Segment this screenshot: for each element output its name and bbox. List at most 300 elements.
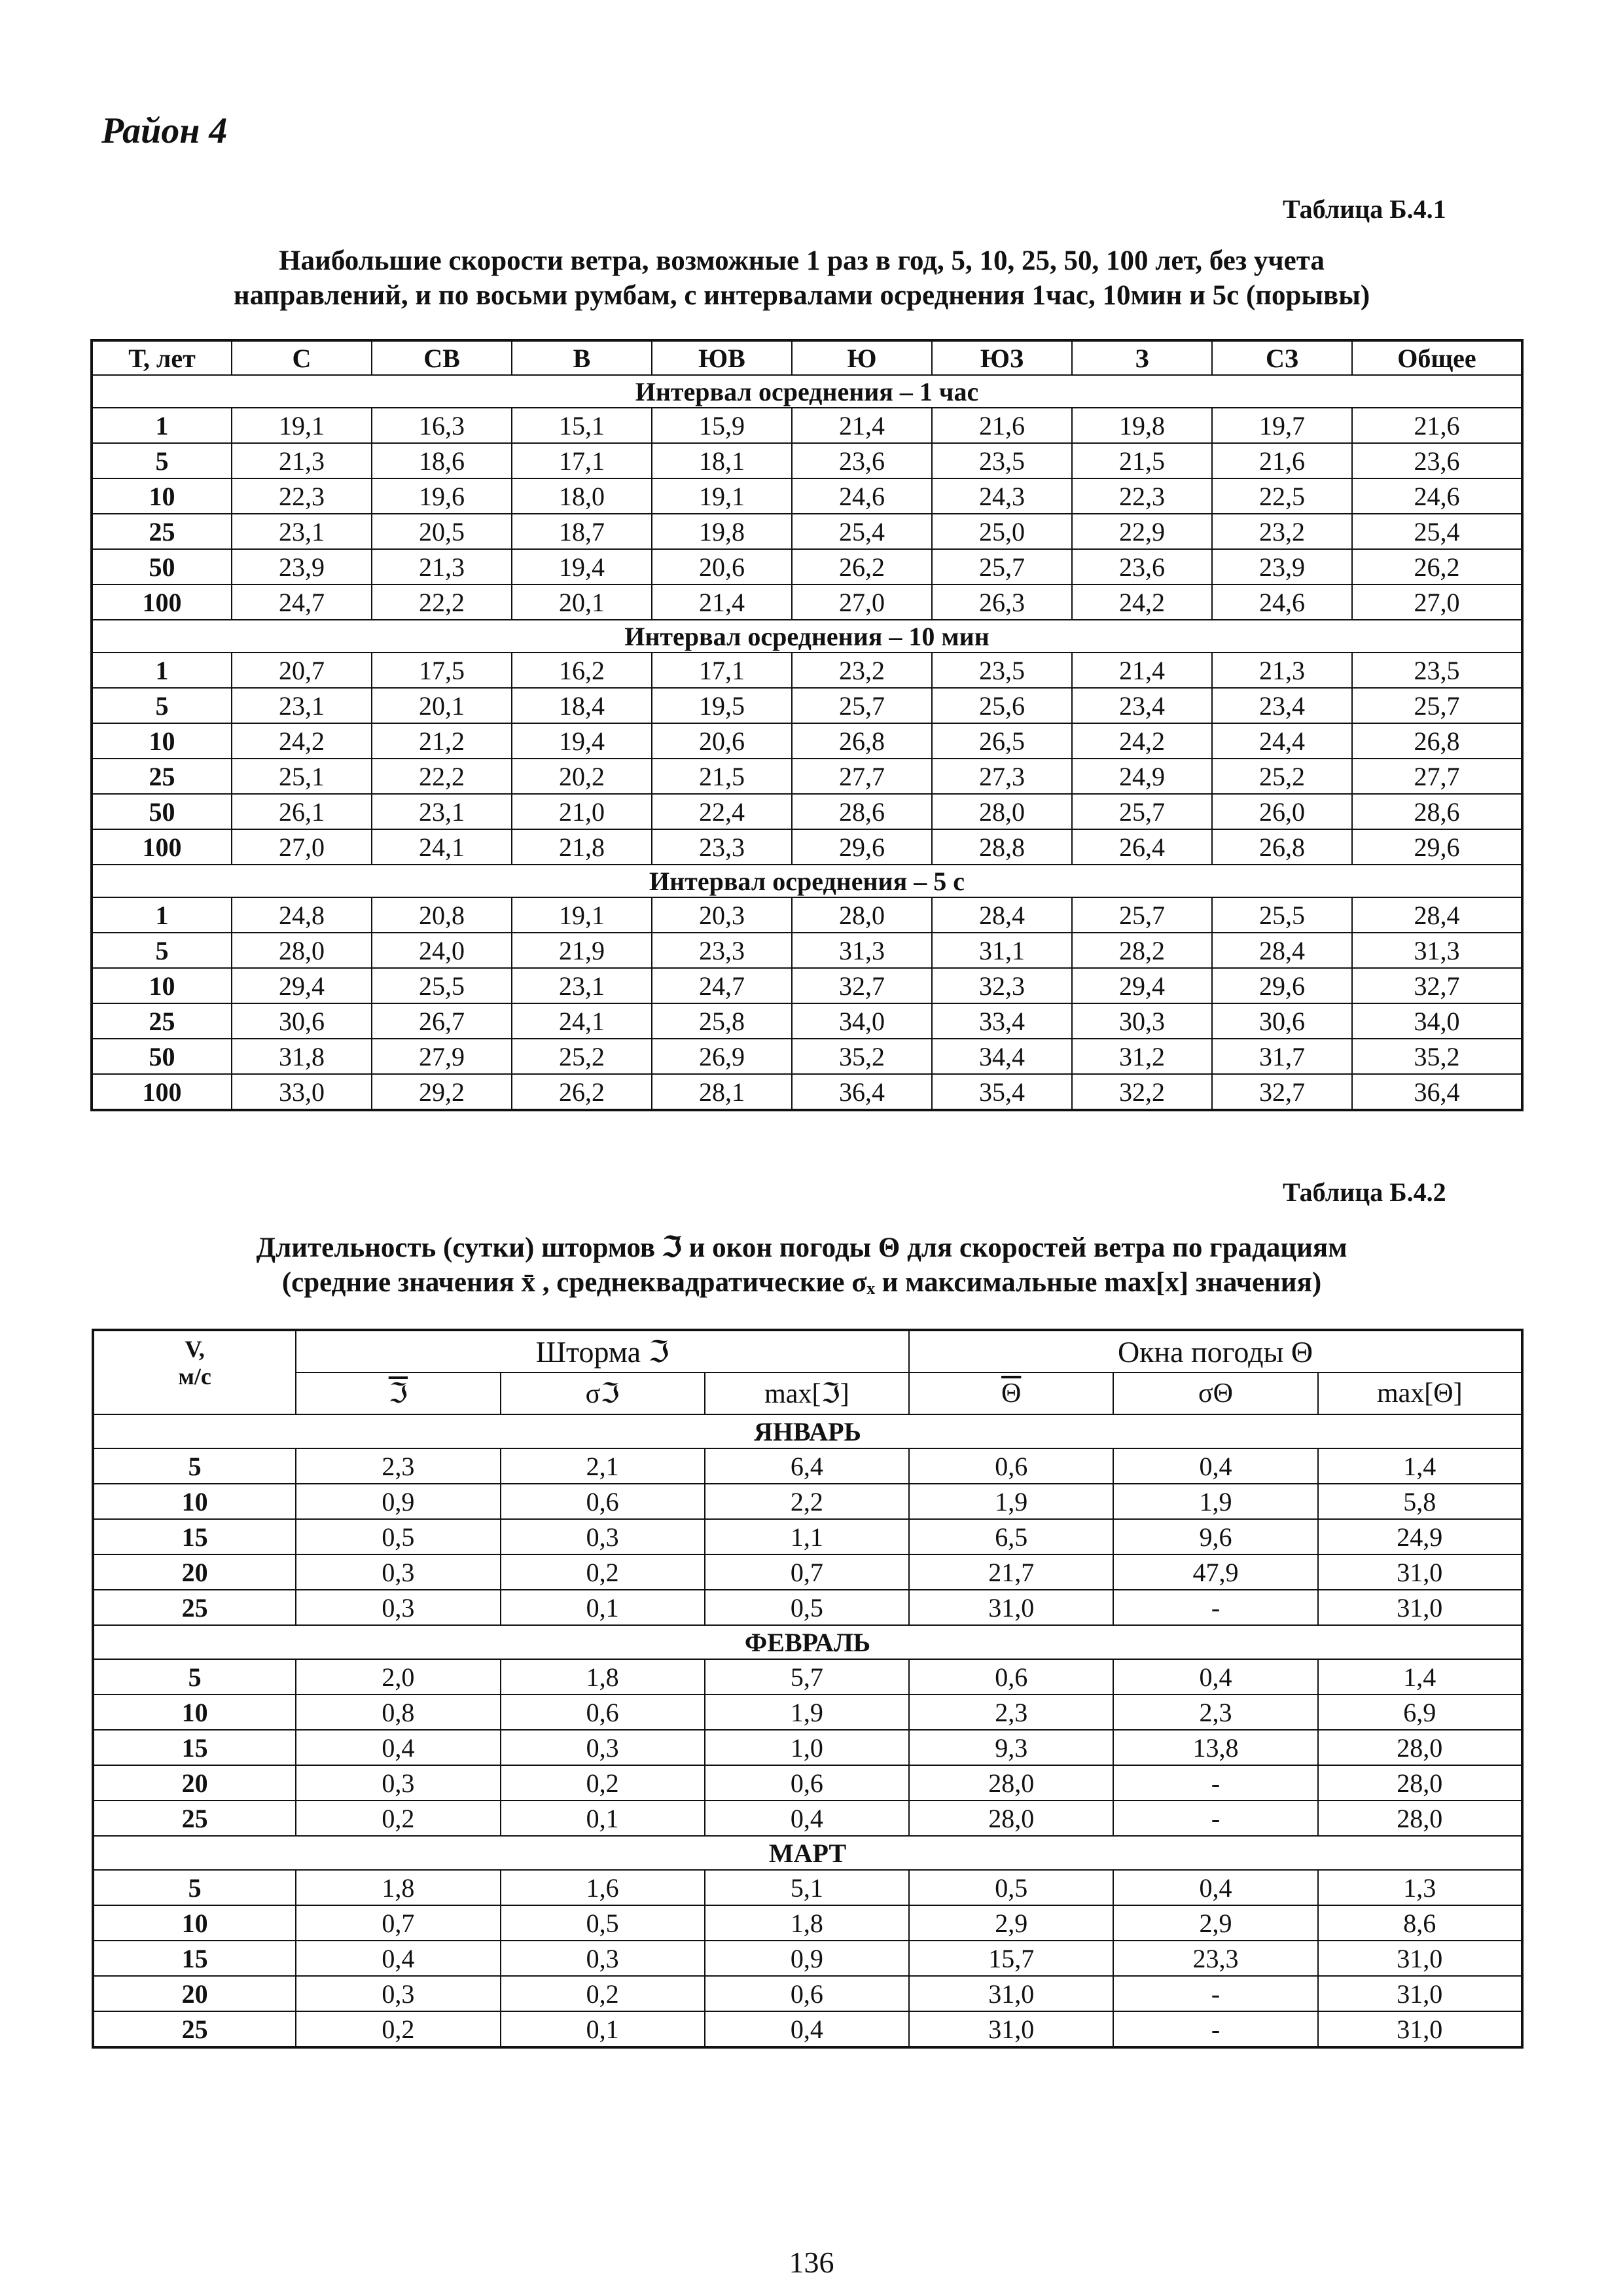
duration-cell: 0,6 — [501, 1695, 705, 1730]
return-period-cell: 50 — [92, 794, 232, 829]
wind-speed-cell: 24,6 — [792, 478, 932, 514]
wind-speed-cell: 25,4 — [1352, 514, 1522, 549]
table2-label: Таблица Б.4.2 — [1283, 1177, 1446, 1207]
wind-speed-cell: 15,1 — [512, 408, 652, 443]
duration-cell: 0,3 — [501, 1941, 705, 1976]
table1-column-header: ЮВ — [652, 340, 792, 375]
wind-speed-cell: 23,9 — [232, 549, 372, 584]
wind-speed-cell: 21,5 — [652, 759, 792, 794]
wind-speed-cell: 25,7 — [1072, 794, 1212, 829]
wind-speed-cell: 29,4 — [1072, 968, 1212, 1003]
wind-speed-cell: 35,4 — [932, 1074, 1072, 1110]
duration-cell: 0,5 — [705, 1590, 909, 1625]
wind-speed-cell: 19,1 — [652, 478, 792, 514]
wind-speed-gradation-cell: 20 — [93, 1554, 296, 1590]
wind-speed-cell: 25,7 — [792, 688, 932, 723]
table2-row — [93, 1659, 1522, 1695]
wind-speed-cell: 25,7 — [932, 549, 1072, 584]
table2-row — [93, 1590, 1522, 1625]
wind-speed-cell: 16,3 — [372, 408, 512, 443]
region-title: Район 4 — [101, 111, 228, 151]
wind-speed-cell: 32,3 — [932, 968, 1072, 1003]
duration-cell: 0,8 — [296, 1695, 500, 1730]
duration-cell: 21,7 — [909, 1554, 1113, 1590]
wind-speed-cell: 27,9 — [372, 1039, 512, 1074]
duration-cell: 28,0 — [909, 1801, 1113, 1836]
wind-speed-cell: 25,8 — [652, 1003, 792, 1039]
wind-speed-cell: 19,1 — [512, 897, 652, 933]
table2-month-title: ФЕВРАЛЬ — [93, 1625, 1522, 1659]
wind-speed-cell: 24,0 — [372, 933, 512, 968]
wind-speed-cell: 23,6 — [1072, 549, 1212, 584]
wind-speed-cell: 24,9 — [1072, 759, 1212, 794]
duration-cell: 0,1 — [501, 1590, 705, 1625]
table2-row — [93, 1941, 1522, 1976]
duration-cell: 28,0 — [909, 1765, 1113, 1801]
wind-speed-cell: 28,4 — [932, 897, 1072, 933]
wind-speed-gradation-cell: 25 — [93, 2011, 296, 2047]
wind-speed-cell: 21,3 — [372, 549, 512, 584]
wind-speed-cell: 23,2 — [1212, 514, 1352, 549]
table1-column-header: В — [512, 340, 652, 375]
wind-speed-cell: 29,6 — [792, 829, 932, 865]
table1-header-row — [92, 340, 1522, 375]
wind-speed-cell: 22,2 — [372, 759, 512, 794]
wind-speed-cell: 19,4 — [512, 549, 652, 584]
duration-cell: - — [1113, 2011, 1317, 2047]
speed-header — [93, 1330, 296, 1414]
wind-speed-cell: 32,7 — [792, 968, 932, 1003]
wind-speed-cell: 22,4 — [652, 794, 792, 829]
wind-speed-cell: 26,7 — [372, 1003, 512, 1039]
duration-cell: 1,8 — [296, 1870, 500, 1905]
duration-cell: 2,3 — [1113, 1695, 1317, 1730]
duration-cell: 0,3 — [501, 1519, 705, 1554]
table2-row — [93, 1695, 1522, 1730]
table1-column-header: Т, лет — [92, 340, 232, 375]
wind-speed-cell: 27,7 — [792, 759, 932, 794]
table1-row — [92, 723, 1522, 759]
table1-column-header: З — [1072, 340, 1212, 375]
duration-cell: 47,9 — [1113, 1554, 1317, 1590]
wind-speed-cell: 20,2 — [512, 759, 652, 794]
wind-speed-cell: 24,4 — [1212, 723, 1352, 759]
wind-speed-cell: 34,0 — [1352, 1003, 1522, 1039]
wind-speed-cell: 26,8 — [1352, 723, 1522, 759]
duration-cell: 1,3 — [1318, 1870, 1522, 1905]
wind-speed-cell: 20,5 — [372, 514, 512, 549]
wind-speed-gradation-cell: 10 — [93, 1905, 296, 1941]
wind-speed-cell: 24,2 — [232, 723, 372, 759]
table2-row — [93, 1554, 1522, 1590]
wind-speed-gradation-cell: 5 — [93, 1659, 296, 1695]
return-period-cell: 100 — [92, 1074, 232, 1110]
duration-cell: 2,0 — [296, 1659, 500, 1695]
wind-speed-gradation-cell: 5 — [93, 1870, 296, 1905]
table1-section-row — [92, 620, 1522, 653]
duration-cell: 0,3 — [501, 1730, 705, 1765]
duration-cell: 0,5 — [501, 1905, 705, 1941]
wind-speed-cell: 24,3 — [932, 478, 1072, 514]
duration-cell: - — [1113, 1590, 1317, 1625]
wind-speed-cell: 34,0 — [792, 1003, 932, 1039]
duration-cell: 0,1 — [501, 1801, 705, 1836]
duration-cell: 31,0 — [909, 1976, 1113, 2011]
return-period-cell: 10 — [92, 478, 232, 514]
wind-speed-cell: 23,9 — [1212, 549, 1352, 584]
wind-speed-cell: 25,2 — [512, 1039, 652, 1074]
wind-speed-cell: 26,5 — [932, 723, 1072, 759]
duration-cell: 0,2 — [501, 1976, 705, 2011]
table1-row — [92, 829, 1522, 865]
table1-row — [92, 897, 1522, 933]
wind-speed-cell: 29,6 — [1212, 968, 1352, 1003]
wind-speed-cell: 27,0 — [1352, 584, 1522, 620]
duration-cell: 1,0 — [705, 1730, 909, 1765]
table2-month-title: ЯНВАРЬ — [93, 1414, 1522, 1448]
wind-speed-cell: 23,5 — [1352, 653, 1522, 688]
wind-speed-cell: 28,0 — [232, 933, 372, 968]
wind-speed-cell: 31,8 — [232, 1039, 372, 1074]
duration-cell: 0,6 — [909, 1448, 1113, 1484]
wind-speed-gradation-cell: 15 — [93, 1941, 296, 1976]
table1-column-header: СВ — [372, 340, 512, 375]
wind-speed-cell: 31,2 — [1072, 1039, 1212, 1074]
duration-cell: 0,7 — [705, 1554, 909, 1590]
table2-row — [93, 1905, 1522, 1941]
duration-cell: 2,2 — [705, 1484, 909, 1519]
wind-speed-cell: 20,6 — [652, 549, 792, 584]
wind-speed-cell: 26,2 — [512, 1074, 652, 1110]
wind-speed-cell: 23,3 — [652, 933, 792, 968]
duration-cell: 1,9 — [1113, 1484, 1317, 1519]
wind-speed-cell: 30,3 — [1072, 1003, 1212, 1039]
wind-speed-cell: 16,2 — [512, 653, 652, 688]
wind-speed-cell: 19,8 — [652, 514, 792, 549]
table1-row — [92, 408, 1522, 443]
duration-cell: 28,0 — [1318, 1765, 1522, 1801]
wind-speed-cell: 31,1 — [932, 933, 1072, 968]
wind-speed-cell: 28,1 — [652, 1074, 792, 1110]
duration-cell: 0,2 — [296, 2011, 500, 2047]
duration-cell: 2,3 — [909, 1695, 1113, 1730]
table1-row — [92, 653, 1522, 688]
wind-speed-cell: 18,1 — [652, 443, 792, 478]
duration-cell: - — [1113, 1976, 1317, 2011]
wind-speed-cell: 21,6 — [1352, 408, 1522, 443]
table2-subheader-row — [93, 1372, 1522, 1414]
wind-speed-table — [90, 339, 1524, 1111]
wind-speed-cell: 25,5 — [372, 968, 512, 1003]
duration-cell: 1,8 — [705, 1905, 909, 1941]
table1-section-title: Интервал осреднения – 10 мин — [92, 620, 1522, 653]
wind-speed-cell: 32,7 — [1212, 1074, 1352, 1110]
table2-group-header-row — [93, 1330, 1522, 1372]
wind-speed-cell: 22,9 — [1072, 514, 1212, 549]
duration-cell: 0,6 — [501, 1484, 705, 1519]
return-period-cell: 25 — [92, 759, 232, 794]
wind-speed-cell: 24,6 — [1352, 478, 1522, 514]
wind-speed-cell: 26,1 — [232, 794, 372, 829]
wind-speed-cell: 23,5 — [932, 653, 1072, 688]
duration-cell: 31,0 — [909, 1590, 1113, 1625]
storms-group-header: Шторма ℑ — [296, 1330, 909, 1372]
duration-cell: 1,4 — [1318, 1659, 1522, 1695]
table1-row — [92, 549, 1522, 584]
table1-label: Таблица Б.4.1 — [1283, 194, 1446, 224]
table1-row — [92, 443, 1522, 478]
wind-speed-cell: 27,0 — [232, 829, 372, 865]
table2-row — [93, 2011, 1522, 2047]
table1-row — [92, 1003, 1522, 1039]
wind-speed-cell: 35,2 — [1352, 1039, 1522, 1074]
duration-cell: 6,4 — [705, 1448, 909, 1484]
wind-speed-cell: 31,7 — [1212, 1039, 1352, 1074]
duration-cell: 0,4 — [1113, 1659, 1317, 1695]
table1-row — [92, 933, 1522, 968]
wind-speed-cell: 18,0 — [512, 478, 652, 514]
duration-cell: 0,4 — [1113, 1870, 1317, 1905]
duration-cell: 0,9 — [705, 1941, 909, 1976]
wind-speed-cell: 29,4 — [232, 968, 372, 1003]
table2-row — [93, 1976, 1522, 2011]
wind-speed-cell: 22,3 — [1072, 478, 1212, 514]
duration-cell: 0,9 — [296, 1484, 500, 1519]
wind-speed-cell: 26,9 — [652, 1039, 792, 1074]
wind-speed-cell: 18,4 — [512, 688, 652, 723]
duration-cell: 28,0 — [1318, 1801, 1522, 1836]
duration-cell: 5,7 — [705, 1659, 909, 1695]
speed-header-line2: м/с — [178, 1363, 211, 1390]
duration-cell: 31,0 — [1318, 1554, 1522, 1590]
wind-speed-cell: 28,4 — [1212, 933, 1352, 968]
return-period-cell: 5 — [92, 443, 232, 478]
wind-speed-cell: 22,5 — [1212, 478, 1352, 514]
wind-speed-cell: 20,3 — [652, 897, 792, 933]
duration-cell: 0,3 — [296, 1554, 500, 1590]
wind-speed-gradation-cell: 15 — [93, 1519, 296, 1554]
return-period-cell: 5 — [92, 933, 232, 968]
duration-cell: 31,0 — [1318, 1590, 1522, 1625]
wind-speed-cell: 23,1 — [372, 794, 512, 829]
table1-body — [92, 375, 1522, 1110]
duration-cell: 15,7 — [909, 1941, 1113, 1976]
wind-speed-cell: 24,2 — [1072, 723, 1212, 759]
wind-speed-cell: 26,3 — [932, 584, 1072, 620]
table1-column-header: С — [232, 340, 372, 375]
table2-month-row — [93, 1414, 1522, 1448]
table2-subheader: ℑ — [296, 1372, 500, 1414]
table2-subheader: max[Θ] — [1318, 1372, 1522, 1414]
duration-cell: 0,2 — [296, 1801, 500, 1836]
duration-cell: 9,3 — [909, 1730, 1113, 1765]
table1-caption — [98, 243, 1505, 313]
duration-cell: 28,0 — [1318, 1730, 1522, 1765]
table2-subheader: max[ℑ] — [705, 1372, 909, 1414]
table2-row — [93, 1448, 1522, 1484]
wind-speed-cell: 21,3 — [1212, 653, 1352, 688]
table2-caption-line2: (средние значения x̄ , среднеквадратические σₓ и максимальные max[x] значения) — [281, 1267, 1322, 1298]
wind-speed-cell: 21,0 — [512, 794, 652, 829]
wind-speed-cell: 24,1 — [372, 829, 512, 865]
wind-speed-cell: 27,0 — [792, 584, 932, 620]
wind-speed-cell: 21,4 — [652, 584, 792, 620]
wind-speed-cell: 28,4 — [1352, 897, 1522, 933]
duration-cell: 1,4 — [1318, 1448, 1522, 1484]
table2-month-row — [93, 1836, 1522, 1870]
duration-cell: 31,0 — [909, 2011, 1113, 2047]
wind-speed-cell: 33,0 — [232, 1074, 372, 1110]
duration-cell: 13,8 — [1113, 1730, 1317, 1765]
duration-cell: 6,5 — [909, 1519, 1113, 1554]
table1-column-header: Общее — [1352, 340, 1522, 375]
wind-speed-cell: 21,9 — [512, 933, 652, 968]
duration-cell: 0,4 — [296, 1730, 500, 1765]
wind-speed-cell: 21,4 — [792, 408, 932, 443]
duration-cell: 6,9 — [1318, 1695, 1522, 1730]
return-period-cell: 1 — [92, 653, 232, 688]
wind-speed-cell: 31,3 — [1352, 933, 1522, 968]
wind-speed-cell: 24,7 — [232, 584, 372, 620]
speed-header-line1: V, — [185, 1336, 205, 1362]
return-period-cell: 25 — [92, 514, 232, 549]
wind-speed-cell: 21,3 — [232, 443, 372, 478]
duration-cell: 5,1 — [705, 1870, 909, 1905]
wind-speed-gradation-cell: 20 — [93, 1976, 296, 2011]
wind-speed-cell: 15,9 — [652, 408, 792, 443]
wind-speed-cell: 18,6 — [372, 443, 512, 478]
wind-speed-cell: 22,2 — [372, 584, 512, 620]
wind-speed-cell: 23,1 — [512, 968, 652, 1003]
table1-section-row — [92, 865, 1522, 897]
duration-cell: 31,0 — [1318, 2011, 1522, 2047]
wind-speed-cell: 29,6 — [1352, 829, 1522, 865]
table1-column-header: СЗ — [1212, 340, 1352, 375]
duration-cell: 8,6 — [1318, 1905, 1522, 1941]
duration-cell: 0,3 — [296, 1976, 500, 2011]
wind-speed-cell: 26,2 — [1352, 549, 1522, 584]
wind-speed-cell: 24,8 — [232, 897, 372, 933]
wind-speed-gradation-cell: 10 — [93, 1695, 296, 1730]
wind-speed-cell: 30,6 — [1212, 1003, 1352, 1039]
wind-speed-cell: 26,8 — [792, 723, 932, 759]
table2-row — [93, 1765, 1522, 1801]
wind-speed-cell: 28,2 — [1072, 933, 1212, 968]
wind-speed-cell: 27,7 — [1352, 759, 1522, 794]
wind-speed-cell: 29,2 — [372, 1074, 512, 1110]
table2-body — [93, 1414, 1522, 2047]
table1-row — [92, 759, 1522, 794]
duration-cell: 9,6 — [1113, 1519, 1317, 1554]
table2-month-title: МАРТ — [93, 1836, 1522, 1870]
wind-speed-cell: 23,4 — [1072, 688, 1212, 723]
wind-speed-cell: 21,2 — [372, 723, 512, 759]
table1-section-title: Интервал осреднения – 5 с — [92, 865, 1522, 897]
wind-speed-cell: 34,4 — [932, 1039, 1072, 1074]
wind-speed-cell: 19,6 — [372, 478, 512, 514]
duration-cell: 24,9 — [1318, 1519, 1522, 1554]
wind-speed-cell: 18,7 — [512, 514, 652, 549]
wind-speed-cell: 19,8 — [1072, 408, 1212, 443]
wind-speed-cell: 25,2 — [1212, 759, 1352, 794]
wind-speed-cell: 36,4 — [792, 1074, 932, 1110]
table2-subheader: $\overline{\Theta}$ — [909, 1372, 1113, 1414]
wind-speed-cell: 32,7 — [1352, 968, 1522, 1003]
wind-speed-cell: 25,7 — [1072, 897, 1212, 933]
table1-column-header: ЮЗ — [932, 340, 1072, 375]
duration-cell: 23,3 — [1113, 1941, 1317, 1976]
duration-cell: 0,6 — [705, 1765, 909, 1801]
wind-speed-cell: 25,5 — [1212, 897, 1352, 933]
wind-speed-cell: 19,4 — [512, 723, 652, 759]
wind-speed-cell: 24,6 — [1212, 584, 1352, 620]
return-period-cell: 25 — [92, 1003, 232, 1039]
wind-speed-cell: 24,2 — [1072, 584, 1212, 620]
wind-speed-cell: 23,3 — [652, 829, 792, 865]
wind-speed-cell: 30,6 — [232, 1003, 372, 1039]
wind-speed-cell: 24,1 — [512, 1003, 652, 1039]
wind-speed-cell: 23,4 — [1212, 688, 1352, 723]
wind-speed-cell: 25,7 — [1352, 688, 1522, 723]
table1-row — [92, 514, 1522, 549]
duration-cell: 0,1 — [501, 2011, 705, 2047]
return-period-cell: 50 — [92, 1039, 232, 1074]
duration-cell: 0,4 — [705, 1801, 909, 1836]
table1-caption-line2: направлений, и по восьми румбам, с интервалами осреднения 1час, 10мин и 5с (порывы) — [233, 280, 1370, 311]
duration-cell: 0,4 — [705, 2011, 909, 2047]
wind-speed-cell: 20,8 — [372, 897, 512, 933]
table1-row — [92, 688, 1522, 723]
wind-speed-gradation-cell: 25 — [93, 1801, 296, 1836]
table1-row — [92, 584, 1522, 620]
duration-cell: 0,4 — [1113, 1448, 1317, 1484]
table2-row — [93, 1519, 1522, 1554]
wind-speed-cell: 23,2 — [792, 653, 932, 688]
duration-cell: 0,2 — [501, 1765, 705, 1801]
wind-speed-cell: 27,3 — [932, 759, 1072, 794]
duration-cell: 0,7 — [296, 1905, 500, 1941]
wind-speed-cell: 17,5 — [372, 653, 512, 688]
wind-speed-gradation-cell: 20 — [93, 1765, 296, 1801]
wind-speed-cell: 28,6 — [1352, 794, 1522, 829]
table2-row — [93, 1870, 1522, 1905]
return-period-cell: 10 — [92, 723, 232, 759]
wind-speed-cell: 20,1 — [372, 688, 512, 723]
table2-row — [93, 1730, 1522, 1765]
wind-speed-gradation-cell: 5 — [93, 1448, 296, 1484]
table1-section-title: Интервал осреднения – 1 час — [92, 375, 1522, 408]
wind-speed-cell: 28,0 — [932, 794, 1072, 829]
duration-cell: 1,9 — [909, 1484, 1113, 1519]
wind-speed-cell: 25,0 — [932, 514, 1072, 549]
duration-cell: 31,0 — [1318, 1976, 1522, 2011]
return-period-cell: 50 — [92, 549, 232, 584]
wind-speed-cell: 21,4 — [1072, 653, 1212, 688]
wind-speed-cell: 17,1 — [652, 653, 792, 688]
table1-row — [92, 968, 1522, 1003]
wind-speed-cell: 25,1 — [232, 759, 372, 794]
wind-speed-gradation-cell: 10 — [93, 1484, 296, 1519]
duration-cell: 5,8 — [1318, 1484, 1522, 1519]
wind-speed-cell: 33,4 — [932, 1003, 1072, 1039]
wind-speed-cell: 25,6 — [932, 688, 1072, 723]
weather-windows-group-header: Окна погоды Θ — [909, 1330, 1522, 1372]
return-period-cell: 10 — [92, 968, 232, 1003]
wind-speed-gradation-cell: 25 — [93, 1590, 296, 1625]
wind-speed-cell: 32,2 — [1072, 1074, 1212, 1110]
duration-cell: 1,6 — [501, 1870, 705, 1905]
table2-row — [93, 1801, 1522, 1836]
